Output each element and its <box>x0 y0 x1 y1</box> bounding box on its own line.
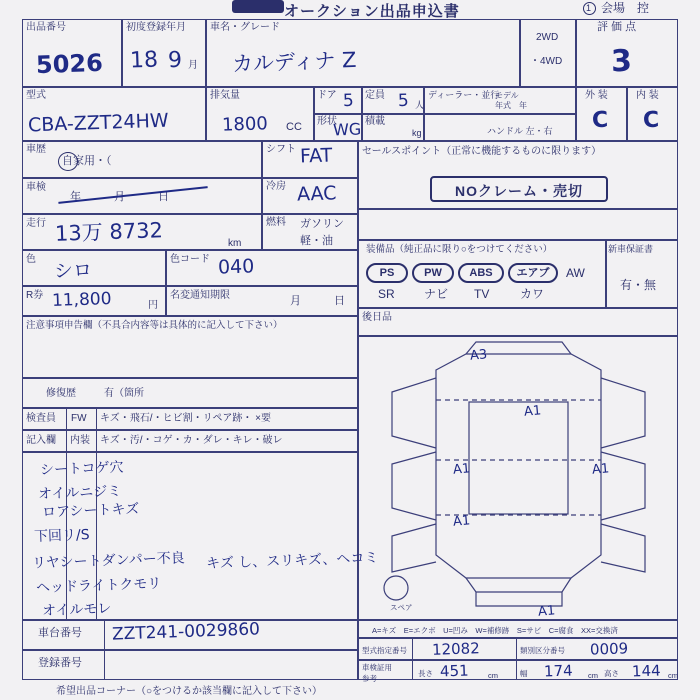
rken-value: 11,800 <box>51 288 112 312</box>
rating-label: 評 価 点 <box>597 21 637 33</box>
color-cell <box>22 250 166 286</box>
fuel-gasoline: ガソリン <box>300 218 344 230</box>
diagram-spare-label: スペア <box>390 603 413 612</box>
seats-label: 定員 <box>365 90 385 101</box>
first-reg-label: 初度登録年月 <box>126 22 186 33</box>
inspector-label: 検査員 <box>26 413 56 424</box>
length-unit: cm <box>488 671 498 680</box>
class-value: 0009 <box>589 639 629 659</box>
car-damage-diagram <box>366 340 672 618</box>
chassis-label: 車台番号 <box>38 627 82 639</box>
first-reg-month-unit: 月 <box>188 60 198 71</box>
shift-value: FAT <box>299 144 333 168</box>
equip-tv[interactable]: TV <box>474 287 490 301</box>
car-name-label: 車名・グレード <box>210 22 280 33</box>
first-reg-year: 18 <box>129 47 159 74</box>
fuel-label: 燃料 <box>266 217 286 228</box>
color-code-value: 040 <box>217 255 255 279</box>
fw-label: FW <box>71 413 87 424</box>
diagram-mark-1: A1 <box>523 403 542 420</box>
model-label: 型式 <box>26 90 46 101</box>
diagram-mark-2: A1 <box>452 461 471 478</box>
venue-label: 会場 控 <box>601 1 650 15</box>
repair-label: 修復歴 <box>46 388 76 399</box>
ac-value: AAC <box>296 182 337 206</box>
lot-no-value: 5026 <box>35 48 104 80</box>
notes-label: 注意事項申告欄（不具合内容等は具体的に記入して下さい） <box>26 320 283 331</box>
repair-value[interactable]: 有（箇所 <box>104 388 144 399</box>
shape-value: WG <box>332 119 362 140</box>
salespoint-spacer <box>358 209 678 240</box>
note-line-5: リヤシートダンパー不良 <box>31 550 186 572</box>
inspection-label: 車検 <box>26 182 46 193</box>
type-desig-label: 型式指定番号 <box>362 646 407 655</box>
equip-abs[interactable]: ABS <box>458 263 504 283</box>
note-line-4: 下回リ/S <box>33 527 90 545</box>
seats-value: 5 <box>397 90 410 112</box>
dealer-year-label: 年式 年 <box>495 101 527 110</box>
color-value: シロ <box>53 259 93 283</box>
load-unit: kg <box>412 128 422 138</box>
diagram-mark-4: A1 <box>452 513 471 530</box>
fw-items: キズ・飛石/・ヒビ割・リペア跡・ ×要 <box>100 413 271 424</box>
equip-pw[interactable]: PW <box>412 263 454 283</box>
later-item-cell <box>358 308 678 336</box>
fuel-diesel: 軽・油 <box>300 235 333 247</box>
displacement-unit: CC <box>286 121 302 133</box>
history-label: 車歴 <box>26 144 46 155</box>
height-unit: cm <box>668 671 678 680</box>
door-value: 5 <box>342 90 355 112</box>
height-label: 高さ <box>604 669 619 678</box>
model-value: CBA-ZZT24HW <box>27 109 169 137</box>
equip-ps[interactable]: PS <box>366 263 408 283</box>
equip-kawa[interactable]: カワ <box>520 287 545 301</box>
width-value: 174 <box>543 661 573 681</box>
mileage-label: 走行 <box>26 218 46 229</box>
equip-navi[interactable]: ナビ <box>424 287 449 301</box>
lot-no-label: 出品番号 <box>26 22 66 33</box>
name-change-value: 月 日 <box>290 295 345 307</box>
first-reg-month: 9 <box>167 47 183 74</box>
header-logo <box>232 0 284 13</box>
warranty-value[interactable]: 有・無 <box>620 278 657 292</box>
equip-airbag[interactable]: エアブ <box>508 263 558 283</box>
color-code-label: 色コード <box>170 254 210 265</box>
mileage-unit: km <box>228 238 242 249</box>
inspection-value: 年 月 日 <box>70 191 169 203</box>
ac-label: 冷房 <box>266 181 286 192</box>
dealer-model-label: モデル <box>495 91 519 100</box>
equip-aw[interactable]: AW <box>566 266 585 280</box>
history-value: 自家用・（ <box>62 155 112 167</box>
history-circle-mark <box>58 152 78 171</box>
exterior-value: C <box>591 107 609 134</box>
note-line-2: オイルニジミ <box>37 483 122 503</box>
equip-sr[interactable]: SR <box>378 287 395 301</box>
venue-number: 1 <box>586 3 592 13</box>
note-line-7: ヘッドライトクモリ <box>35 575 162 597</box>
entry-label: 記入欄 <box>26 435 56 446</box>
rken-unit: 円 <box>148 300 158 311</box>
door-label: ドア <box>317 90 337 101</box>
mileage-value: 13万 8732 <box>54 218 164 246</box>
chassis-value: ZZT241-0029860 <box>111 619 261 645</box>
length-value: 451 <box>439 661 469 681</box>
reg-no-label: 登録番号 <box>38 657 82 669</box>
note-line-6: キズ し、スリキズ、ヘコミ <box>205 549 379 573</box>
displacement-value: 1800 <box>221 113 269 136</box>
warranty-label: 新車保証書 <box>608 244 654 254</box>
diagram-mark-a3: A3 <box>469 347 488 364</box>
rating-value: 3 <box>610 43 633 80</box>
bottom-note: 希望出品コーナー（○をつけるか該当欄に記入して下さい） <box>56 686 323 697</box>
no-claim-stamp: NOクレーム・売切 <box>430 176 608 202</box>
drive-2wd-label: 2WD <box>536 32 559 43</box>
interior-label: 内 装 <box>636 90 659 101</box>
shift-label: シフト <box>266 144 296 155</box>
exterior-label: 外 装 <box>585 90 608 101</box>
length-label: 長さ <box>418 669 433 678</box>
rken-label: R券 <box>26 290 44 301</box>
width-label: 幅 <box>520 669 528 678</box>
name-change-label: 名変通知期限 <box>170 290 230 301</box>
later-item-label: 後日品 <box>362 312 392 323</box>
inner-items: キズ・汚/・コゲ・カ・ダレ・キレ・破レ <box>100 435 283 446</box>
note-line-3: ロアシートキズ <box>41 501 140 521</box>
width-unit: cm <box>588 671 598 680</box>
equipment-label: 装備品（純正品に限り○をつけてください） <box>366 244 553 255</box>
load-label: 積載 <box>365 116 385 127</box>
drive-cell <box>520 19 576 87</box>
color-label: 色 <box>26 254 36 265</box>
dims-cell <box>358 660 678 680</box>
dims-label: 車検証用 参考 <box>362 663 392 683</box>
seats-unit: 人 <box>415 100 425 110</box>
diagram-mark-3: A1 <box>591 461 610 478</box>
handle-label: ハンドル 左・右 <box>487 126 553 136</box>
shape-label: 形状 <box>317 116 337 127</box>
class-label: 類別区分番号 <box>520 646 565 655</box>
note-line-1: シートコゲ穴 <box>39 459 124 479</box>
legend-text: A=キズ E=エクボ U=凹み W=補修跡 S=サビ C=腐食 XX=交換済 <box>372 626 618 635</box>
diagram-mark-5: A1 <box>537 603 556 620</box>
note-line-8: オイルモレ <box>41 600 112 620</box>
type-desig-value: 12082 <box>431 639 481 659</box>
header-title: オークション出品申込書 <box>284 3 460 20</box>
height-value: 144 <box>631 661 661 681</box>
dealer-label: ディーラー・並行 <box>428 90 500 100</box>
displacement-label: 排気量 <box>210 90 240 101</box>
inner-label: 内装 <box>70 435 90 446</box>
sales-point-label: セールスポイント（正常に機能するものに限ります） <box>362 146 602 157</box>
drive-4wd-label: ・4WD <box>530 56 563 67</box>
car-name-value: カルディナ Z <box>231 47 357 77</box>
interior-value: C <box>642 107 660 134</box>
